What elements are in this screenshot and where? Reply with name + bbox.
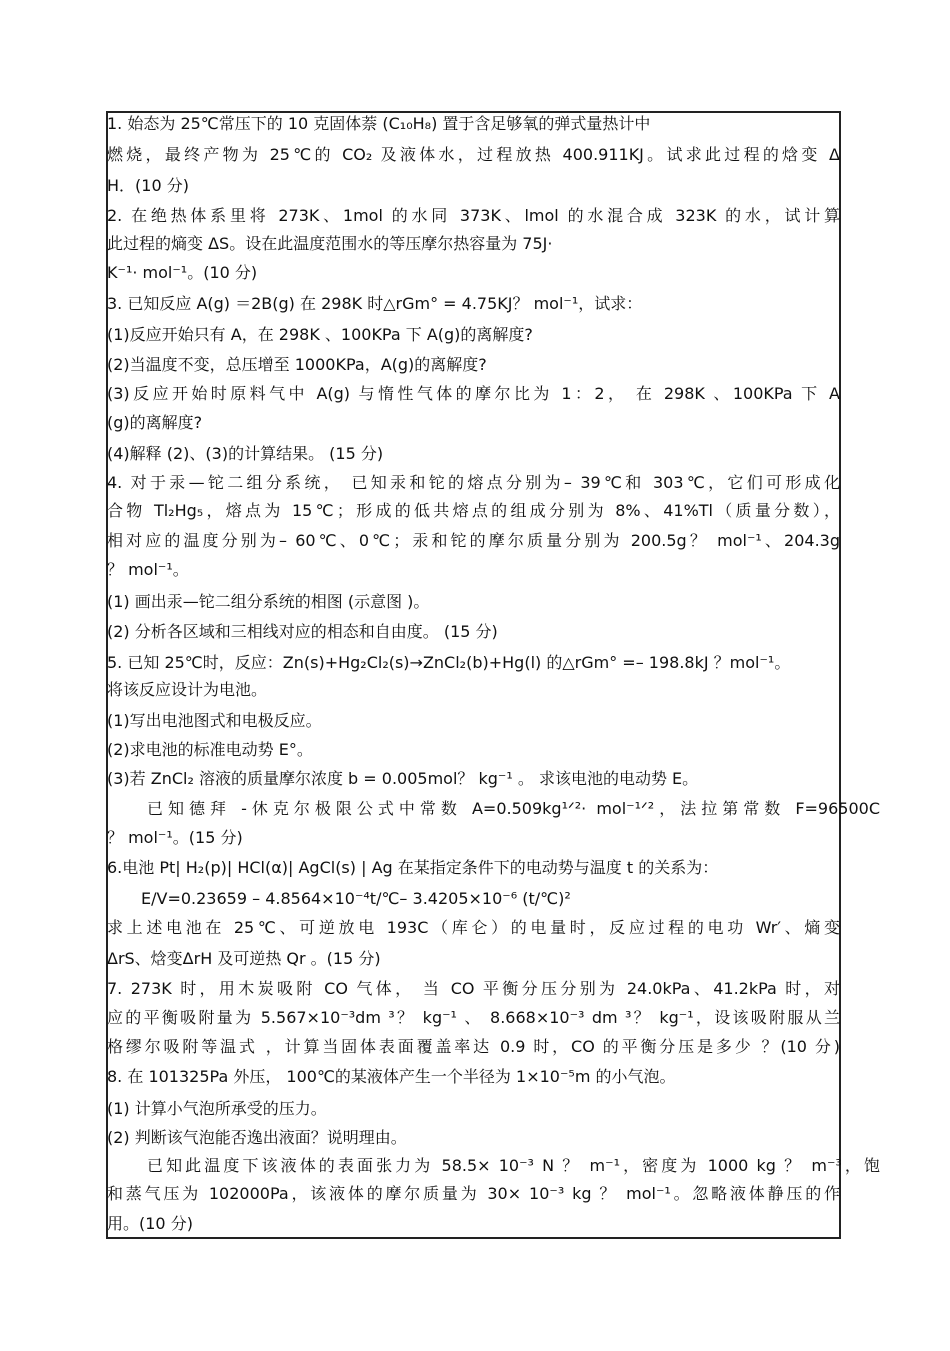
q8-line-1: 8. 在 101325Pa 外压， 100℃的某液体产生一个半径为 1×10⁻⁵m 的小气泡。	[107, 1067, 676, 1086]
q5-line-1: 5. 已知 25℃时，反应：Zn(s)+Hg₂Cl₂(s)→ZnCl₂(b)+Hg(l) 的△rGm° =– 198.8kJ ？mol⁻¹。	[107, 653, 791, 672]
q6-line-4: ΔrS、焓变ΔrH 及可逆热 Qr 。(15 分)	[107, 949, 381, 968]
q5-given-1: 已知德拜 -休克尔极限公式中常数 A=0.509kg¹ᐟ²· mol⁻¹ᐟ²，法拉第常数 F=96500C	[147, 799, 880, 818]
q5-given-2: ？ mol⁻¹。(15 分)	[107, 828, 243, 847]
q8-given-2: 和蒸气压为 102000Pa，该液体的摩尔质量为 30× 10⁻³ kg ？ mol⁻¹。忽略液体静压的作	[107, 1184, 840, 1203]
q3-item-1: (1)反应开始只有 A，在 298K 、100KPa 下 A(g)的离解度?	[107, 325, 533, 344]
q7-line-3: 格缪尔吸附等温式 ，计算当固体表面覆盖率达 0.9 时，CO 的平衡分压是多少 ？(10 分)	[107, 1037, 840, 1056]
q8-item-2: (2) 判断该气泡能否逸出液面？说明理由。	[107, 1128, 407, 1147]
q7-line-2: 应的平衡吸附量为 5.567×10⁻³dm ³？ kg⁻¹ 、 8.668×10⁻³ dm ³？ kg⁻¹，设该吸附服从兰	[107, 1008, 840, 1027]
q4-line-4: ？ mol⁻¹。	[107, 560, 189, 579]
q4-item-1: (1) 画出汞—铊二组分系统的相图 (示意图 )。	[107, 592, 430, 611]
q1-line-1: 1. 始态为 25℃常压下的 10 克固体萘 (C₁₀H₈) 置于含足够氧的弹式量热计中	[107, 114, 651, 133]
q4-line-1: 4. 对于汞—铊二组分系统， 已知汞和铊的熔点分别为– 39℃和 303℃，它们可形成化	[107, 473, 840, 492]
q3-item-3: (3)反应开始时原料气中 A(g) 与惰性气体的摩尔比为 1：2， 在 298K 、100KPa 下 A	[107, 384, 840, 403]
q8-given-1: 已知此温度下该液体的表面张力为 58.5× 10⁻³ N ？ m⁻¹，密度为 1000 kg ？ m⁻³，饱	[147, 1156, 880, 1175]
q5-item-2: (2)求电池的标准电动势 E°。	[107, 740, 313, 759]
q3-item-3-cont: (g)的离解度?	[107, 413, 203, 432]
q5-item-1: (1)写出电池图式和电极反应。	[107, 711, 322, 730]
q8-item-1: (1) 计算小气泡所承受的压力。	[107, 1099, 327, 1118]
q2-line-2: 此过程的熵变 ΔS。设在此温度范围水的等压摩尔热容量为 75J·	[107, 234, 553, 253]
q6-line-3: 求上述电池在 25℃、可逆放电 193C（库仑）的电量时，反应过程的电功 Wr′、熵变	[107, 918, 840, 937]
q2-line-1: 2. 在绝热体系里将 273K、1mol 的水同 373K、lmol 的水混合成 323K 的水，试计算	[107, 206, 840, 225]
q5-line-2: 将该反应设计为电池。	[107, 680, 268, 699]
q3-item-4: (4)解释 (2)、(3)的计算结果。 (15 分)	[107, 444, 384, 463]
q4-item-2: (2) 分析各区域和三相线对应的相态和自由度。 (15 分)	[107, 622, 498, 641]
q5-item-3: (3)若 ZnCl₂ 溶液的质量摩尔浓度 b = 0.005mol？ kg⁻¹ 。 求该电池的电动势 E。	[107, 769, 699, 788]
q3-line-1: 3. 已知反应 A(g) ＝2B(g) 在 298K 时△rGm° = 4.75KJ？ mol⁻¹，试求：	[107, 294, 643, 313]
q8-given-3: 用。(10 分)	[107, 1214, 193, 1233]
q1-line-2: 燃烧，最终产物为 25℃的 CO₂ 及液体水，过程放热 400.911KJ。试求此过程的焓变 Δ	[107, 145, 840, 164]
q2-line-3: K⁻¹· mol⁻¹。(10 分)	[107, 263, 258, 282]
q6-line-1: 6.电池 Pt| H₂(p)| HCl(α)| AgCl(s) | Ag 在某指定条件下的电动势与温度 t 的关系为：	[107, 858, 719, 877]
q6-equation: E/V=0.23659 – 4.8564×10⁻⁴t/℃– 3.4205×10⁻⁶ (t/℃)²	[141, 889, 571, 908]
q7-line-1: 7. 273K 时，用木炭吸附 CO 气体， 当 CO 平衡分压分别为 24.0kPa、41.2kPa 时，对	[107, 979, 840, 998]
q4-line-2: 合物 Tl₂Hg₅，熔点为 15℃；形成的低共熔点的组成分别为 8%、41%Tl（质量分数），	[107, 501, 840, 520]
q3-item-2: (2)当温度不变，总压增至 1000KPa，A(g)的离解度?	[107, 355, 487, 374]
q4-line-3: 相对应的温度分别为– 60℃、0℃；汞和铊的摩尔质量分别为 200.5g？ mol⁻¹、204.3g	[107, 531, 840, 550]
q1-line-3: H．(10 分)	[107, 176, 189, 195]
